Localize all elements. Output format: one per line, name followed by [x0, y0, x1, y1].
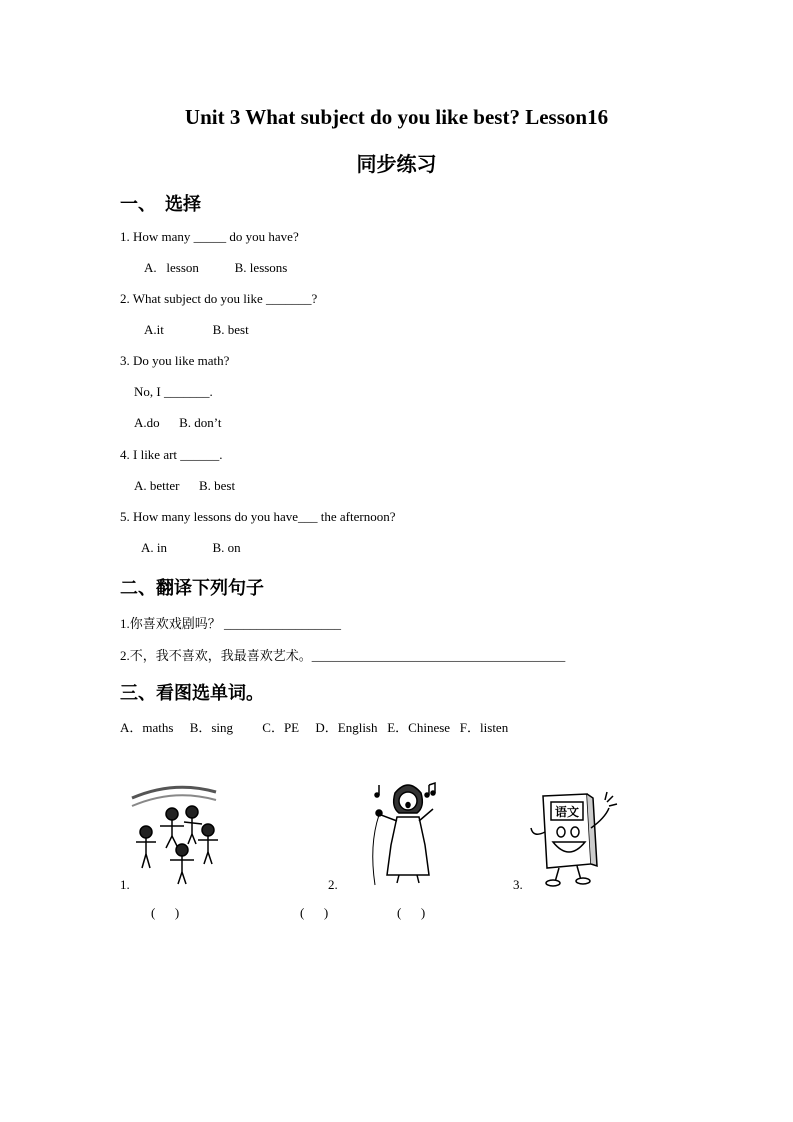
page-title: Unit 3 What subject do you like best? Lesson16 — [184, 105, 609, 129]
picture-3-answer-blank: ( ) — [397, 905, 426, 920]
picture-1-answer-blank: ( ) — [151, 905, 180, 920]
picture-2-number: 2. — [328, 877, 338, 892]
translation-item-2: 2.不，我不喜欢，我最喜欢艺术。_______________________________________ — [120, 648, 566, 663]
question-2-options: A.it B. best — [144, 322, 249, 337]
question-2: 2. What subject do you like _______? — [120, 291, 318, 306]
chinese-book-picture — [525, 788, 621, 888]
question-3: 3. Do you like math? — [120, 353, 230, 368]
question-1: 1. How many _____ do you have? — [120, 229, 299, 244]
translation-item-1: 1.你喜欢戏剧吗？ __________________ — [120, 616, 342, 631]
section-1-heading: 一、 选择 — [120, 194, 201, 214]
section-3-heading: 三、看图选单词。 — [120, 683, 264, 703]
question-3-answer-line: No, I _______. — [134, 384, 213, 399]
children-exercising-picture — [128, 778, 220, 888]
woman-singing-picture — [365, 775, 451, 887]
question-5-options: A. in B. on — [141, 540, 241, 555]
question-5: 5. How many lessons do you have___ the afternoon? — [120, 509, 396, 524]
question-3-options: A.do B. don’t — [134, 415, 222, 430]
page-subtitle: 同步练习 — [356, 154, 437, 176]
book-cover-text: 语文 — [554, 805, 580, 819]
picture-1-number: 1. — [120, 877, 130, 892]
word-bank: A．maths B．sing C．PE D．English E．Chinese F．listen — [120, 720, 509, 735]
question-1-options: A. lesson B. lessons — [144, 260, 288, 275]
picture-3-number: 3. — [513, 877, 523, 892]
question-4-options: A. better B. best — [134, 478, 236, 493]
section-2-heading: 二、翻译下列句子 — [120, 578, 264, 598]
question-4: 4. I like art ______. — [120, 447, 223, 462]
picture-2-answer-blank: ( ) — [300, 905, 329, 920]
